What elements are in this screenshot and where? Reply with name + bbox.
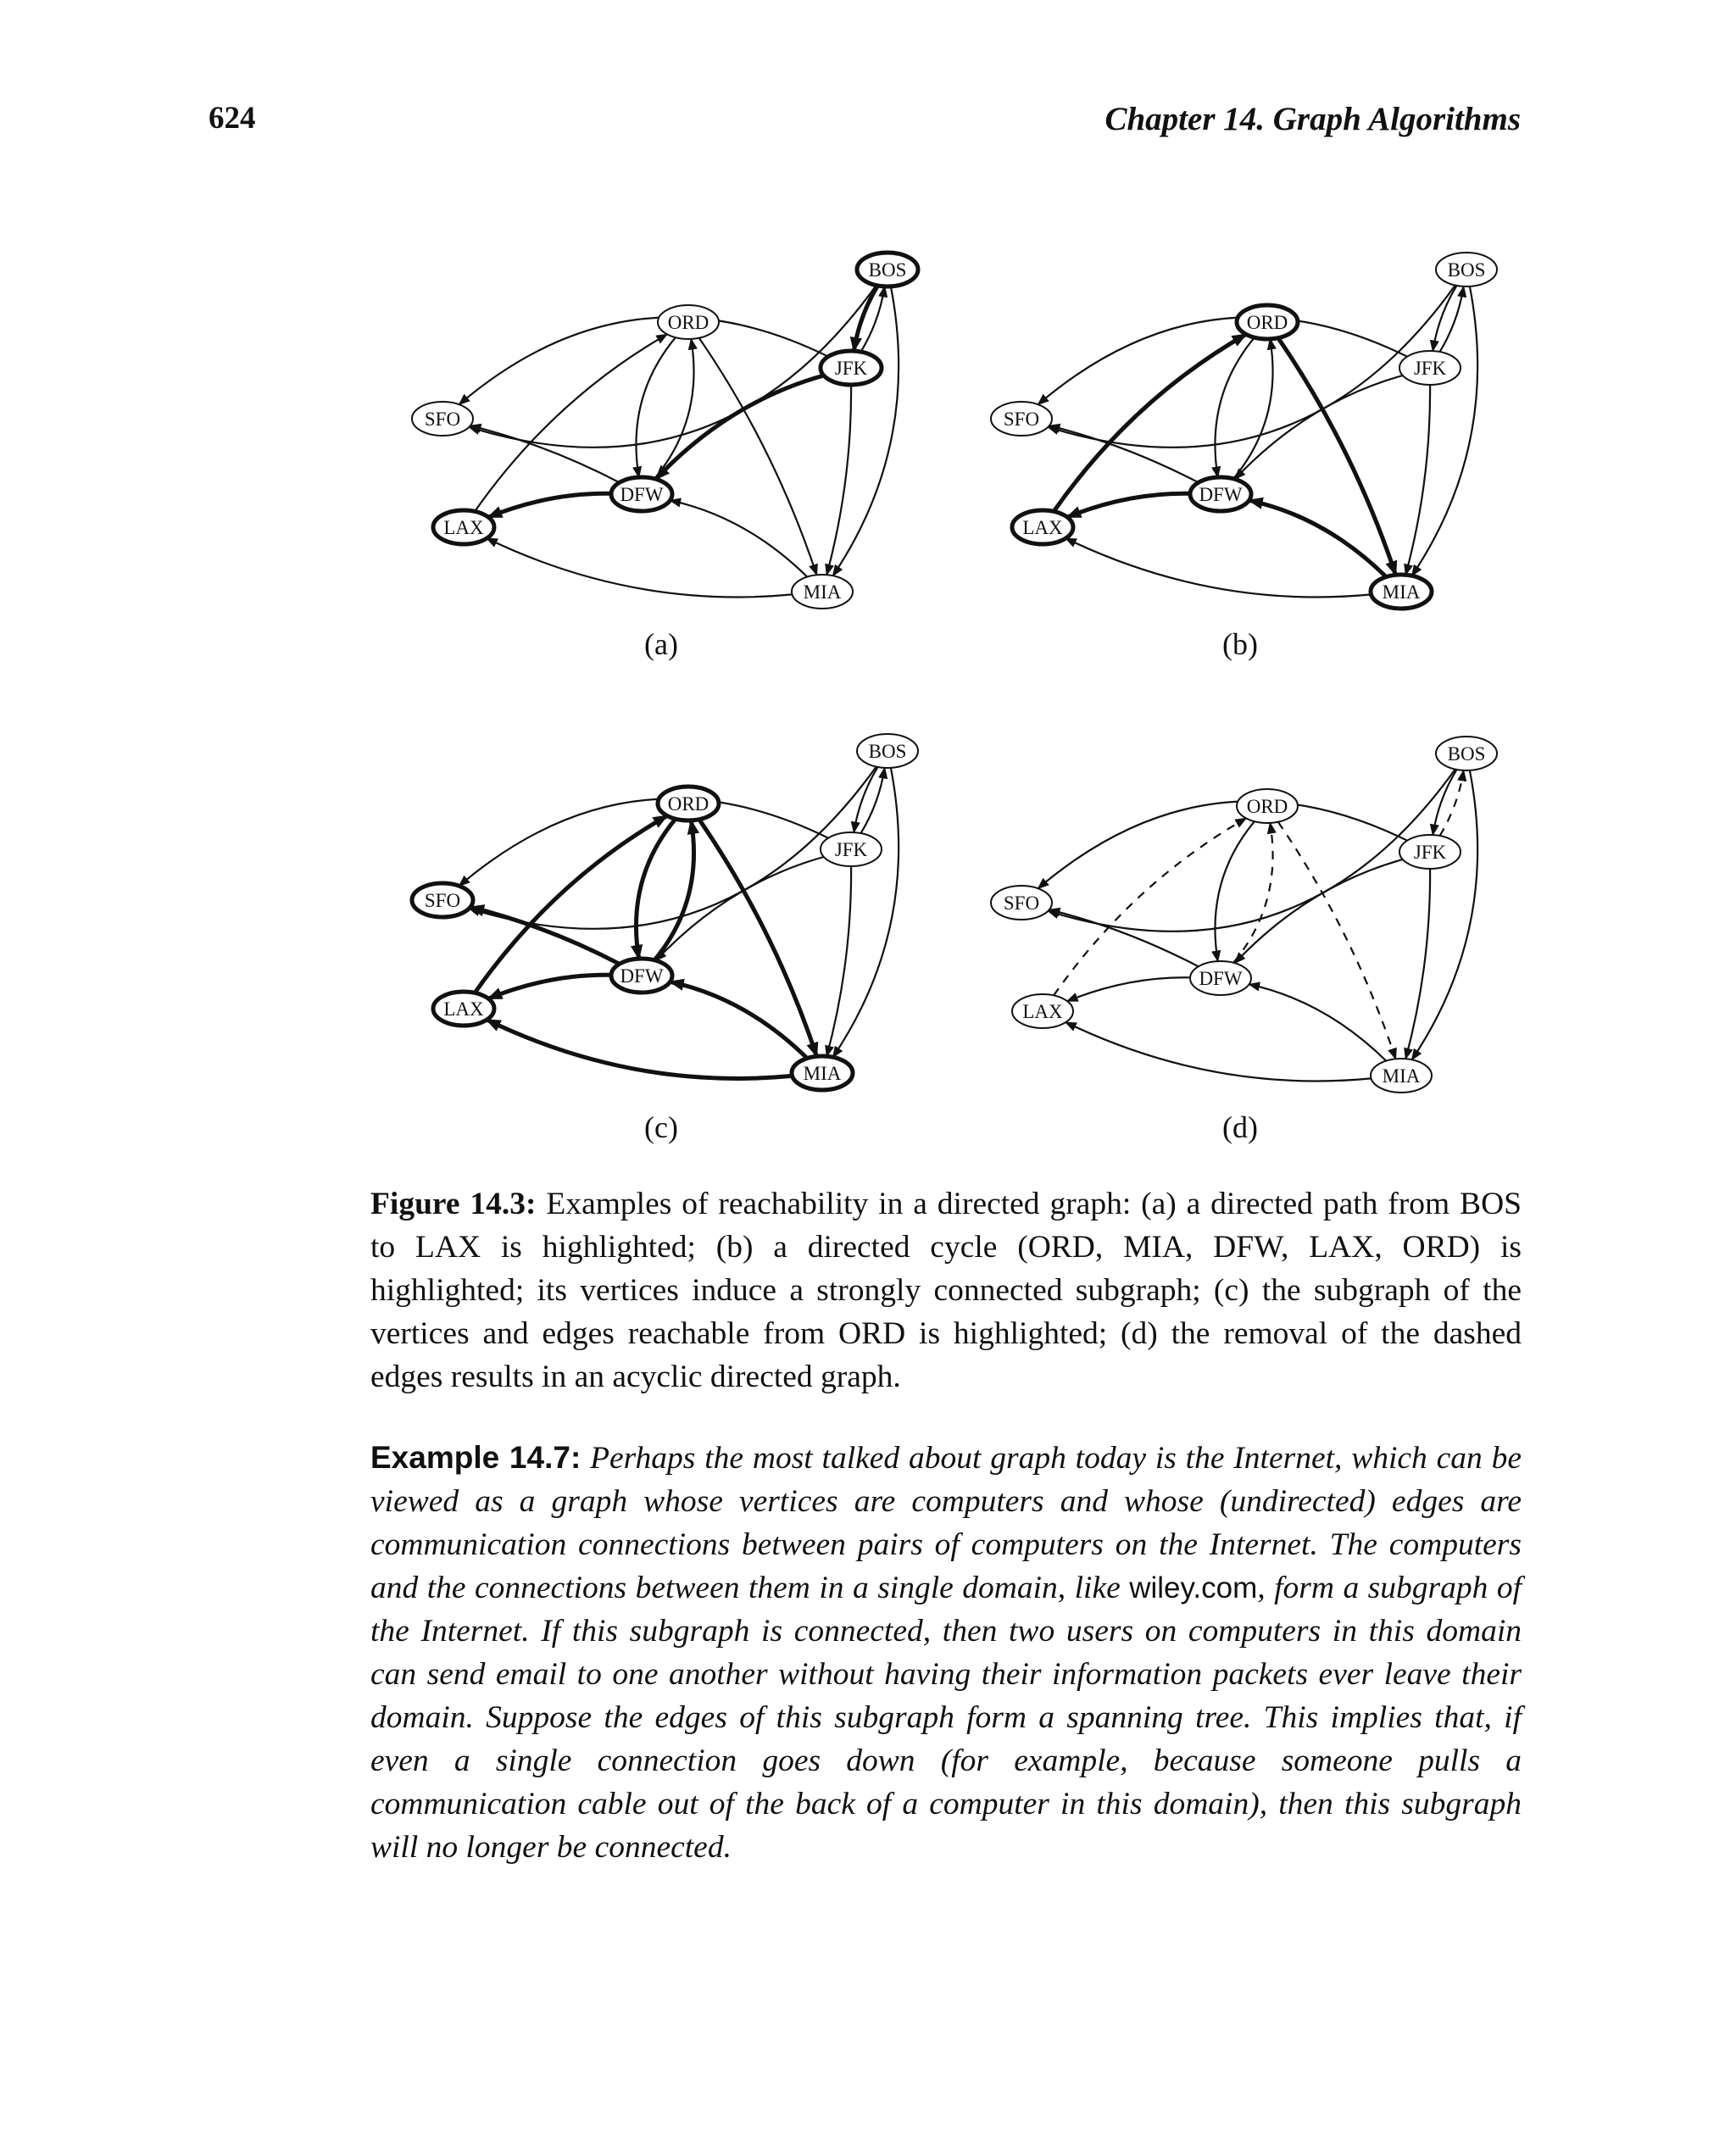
svg-text:BOS: BOS <box>1447 743 1486 765</box>
example-url: wiley.com <box>1129 1571 1258 1604</box>
svg-text:DFW: DFW <box>620 965 664 987</box>
node-mia <box>1371 575 1432 609</box>
edge-mia-dfw <box>1249 984 1387 1060</box>
edge-bos-mia <box>1412 286 1478 576</box>
node-lax <box>1012 510 1073 544</box>
caption-text: Examples of reachability in a directed graph: (a) a directed path from BOS to LAX is highlighted; (b) a directed cycle (ORD, MIA, DFW, LAX, ORD) is highlighted; its vertices induce a strongly connected subgraph; (c) the subgraph of the vertices and edges reachable from ORD is highlighted; (d) the removal of the dashed edges results in an acyclic directed graph. <box>370 1187 1522 1394</box>
svg-text:LAX: LAX <box>1022 517 1063 538</box>
node-ord <box>1237 305 1298 339</box>
edge-mia-lax <box>1066 1022 1371 1081</box>
edge-jfk-dfw <box>656 375 824 479</box>
node-dfw <box>611 959 672 993</box>
svg-text:LAX: LAX <box>443 998 484 1020</box>
edge-ord-mia <box>699 338 817 576</box>
svg-text:JFK: JFK <box>1413 842 1447 863</box>
panel-label: (b) <box>1222 627 1258 661</box>
node-jfk <box>821 832 882 866</box>
edge-dfw-lax <box>1067 493 1190 517</box>
svg-text:JFK: JFK <box>834 358 868 379</box>
svg-text:MIA: MIA <box>1382 1065 1421 1087</box>
svg-text:ORD: ORD <box>1246 796 1288 817</box>
edge-dfw-lax <box>488 493 611 517</box>
node-lax <box>433 510 494 544</box>
node-lax <box>433 992 494 1026</box>
node-mia <box>792 1056 853 1090</box>
edge-bos-mia <box>1412 770 1478 1059</box>
edge-bos-jfk <box>1433 770 1456 835</box>
node-sfo <box>412 402 473 436</box>
page-number: 624 <box>209 101 256 136</box>
node-lax <box>1012 994 1073 1028</box>
node-ord <box>658 305 719 339</box>
edge-mia-lax <box>1066 538 1371 597</box>
svg-text:BOS: BOS <box>868 741 907 762</box>
svg-text:BOS: BOS <box>868 259 907 281</box>
svg-text:MIA: MIA <box>1382 581 1421 603</box>
edge-jfk-mia <box>1405 869 1430 1059</box>
svg-text:DFW: DFW <box>1199 484 1243 505</box>
node-dfw <box>1190 961 1251 995</box>
node-jfk <box>1399 835 1461 869</box>
graph-panel-3 <box>412 734 918 1090</box>
edge-mia-dfw <box>670 500 808 576</box>
node-bos <box>857 734 918 768</box>
edge-mia-lax <box>487 538 792 597</box>
graph-panel-1 <box>412 253 918 609</box>
node-sfo <box>991 886 1052 920</box>
example-paragraph <box>370 1436 1522 1869</box>
edge-jfk-dfw <box>1235 859 1403 963</box>
svg-text:BOS: BOS <box>1447 259 1486 281</box>
svg-text:MIA: MIA <box>803 581 842 603</box>
node-dfw <box>1190 477 1251 511</box>
edge-jfk-mia <box>826 866 851 1056</box>
svg-text:SFO: SFO <box>424 409 461 430</box>
svg-text:ORD: ORD <box>667 312 709 333</box>
edge-dfw-lax <box>1067 977 1190 1001</box>
panel-label: (d) <box>1222 1110 1258 1144</box>
svg-text:LAX: LAX <box>1022 1001 1063 1022</box>
edge-bos-mia <box>833 286 899 576</box>
edge-mia-dfw <box>670 982 808 1058</box>
node-bos <box>1436 737 1497 770</box>
figure-caption <box>370 1182 1522 1399</box>
svg-text:JFK: JFK <box>1413 358 1447 379</box>
example-label: Example 14.7: <box>370 1440 581 1475</box>
node-bos <box>857 253 918 286</box>
example-text-2: , form a subgraph of the Internet. If this subgraph is connected, then two users on computers in this domain can send email to one another without having their information packets ever leave their domain. Suppose the edges of this subgraph form a spanning tree. This implies that, if even a single connection goes down (for example, because someone pulls a communication cable out of the back of a computer in this domain), then this subgraph will no longer be connected. <box>370 1571 1522 1865</box>
edge-jfk-dfw <box>1235 375 1403 479</box>
svg-text:ORD: ORD <box>667 793 709 815</box>
node-dfw <box>611 477 672 511</box>
edge-dfw-lax <box>488 975 611 998</box>
node-ord <box>658 787 719 820</box>
edge-ord-mia <box>1278 822 1396 1059</box>
panel-label: (a) <box>644 627 678 661</box>
svg-text:SFO: SFO <box>424 890 461 911</box>
caption-label: Figure 14.3: <box>370 1187 537 1221</box>
svg-text:DFW: DFW <box>1199 968 1243 989</box>
svg-text:DFW: DFW <box>620 484 664 505</box>
node-jfk <box>821 351 882 385</box>
node-mia <box>1371 1059 1432 1093</box>
svg-text:MIA: MIA <box>803 1063 842 1084</box>
svg-text:SFO: SFO <box>1003 409 1040 430</box>
node-bos <box>1436 253 1497 286</box>
example-text-1: Perhaps the most talked about graph today is the Internet, which can be viewed as a graph whose vertices are computers and whose (undirected) edges are communication connections between pairs of computers on the Internet. The computers and the connections between them in a single domain, like <box>370 1441 1522 1605</box>
edge-mia-lax <box>487 1020 792 1078</box>
edge-bos-mia <box>833 768 899 1057</box>
node-jfk <box>1399 351 1461 385</box>
running-head: Chapter 14. Graph Algorithms <box>1104 101 1521 137</box>
node-sfo <box>991 402 1052 436</box>
edge-mia-dfw <box>1249 500 1387 576</box>
edge-jfk-mia <box>1405 385 1430 575</box>
node-ord <box>1237 789 1298 823</box>
svg-text:SFO: SFO <box>1003 893 1040 914</box>
graph-panel-2 <box>991 253 1497 609</box>
edge-jfk-mia <box>826 385 851 575</box>
edge-ord-dfw <box>1215 821 1254 961</box>
svg-text:LAX: LAX <box>443 517 484 538</box>
node-mia <box>792 575 853 609</box>
svg-text:ORD: ORD <box>1246 312 1288 333</box>
edge-jfk-dfw <box>656 857 824 960</box>
graph-panel-4 <box>991 737 1497 1093</box>
panel-label: (c) <box>644 1110 678 1144</box>
svg-text:JFK: JFK <box>834 839 868 860</box>
node-sfo <box>412 883 473 917</box>
